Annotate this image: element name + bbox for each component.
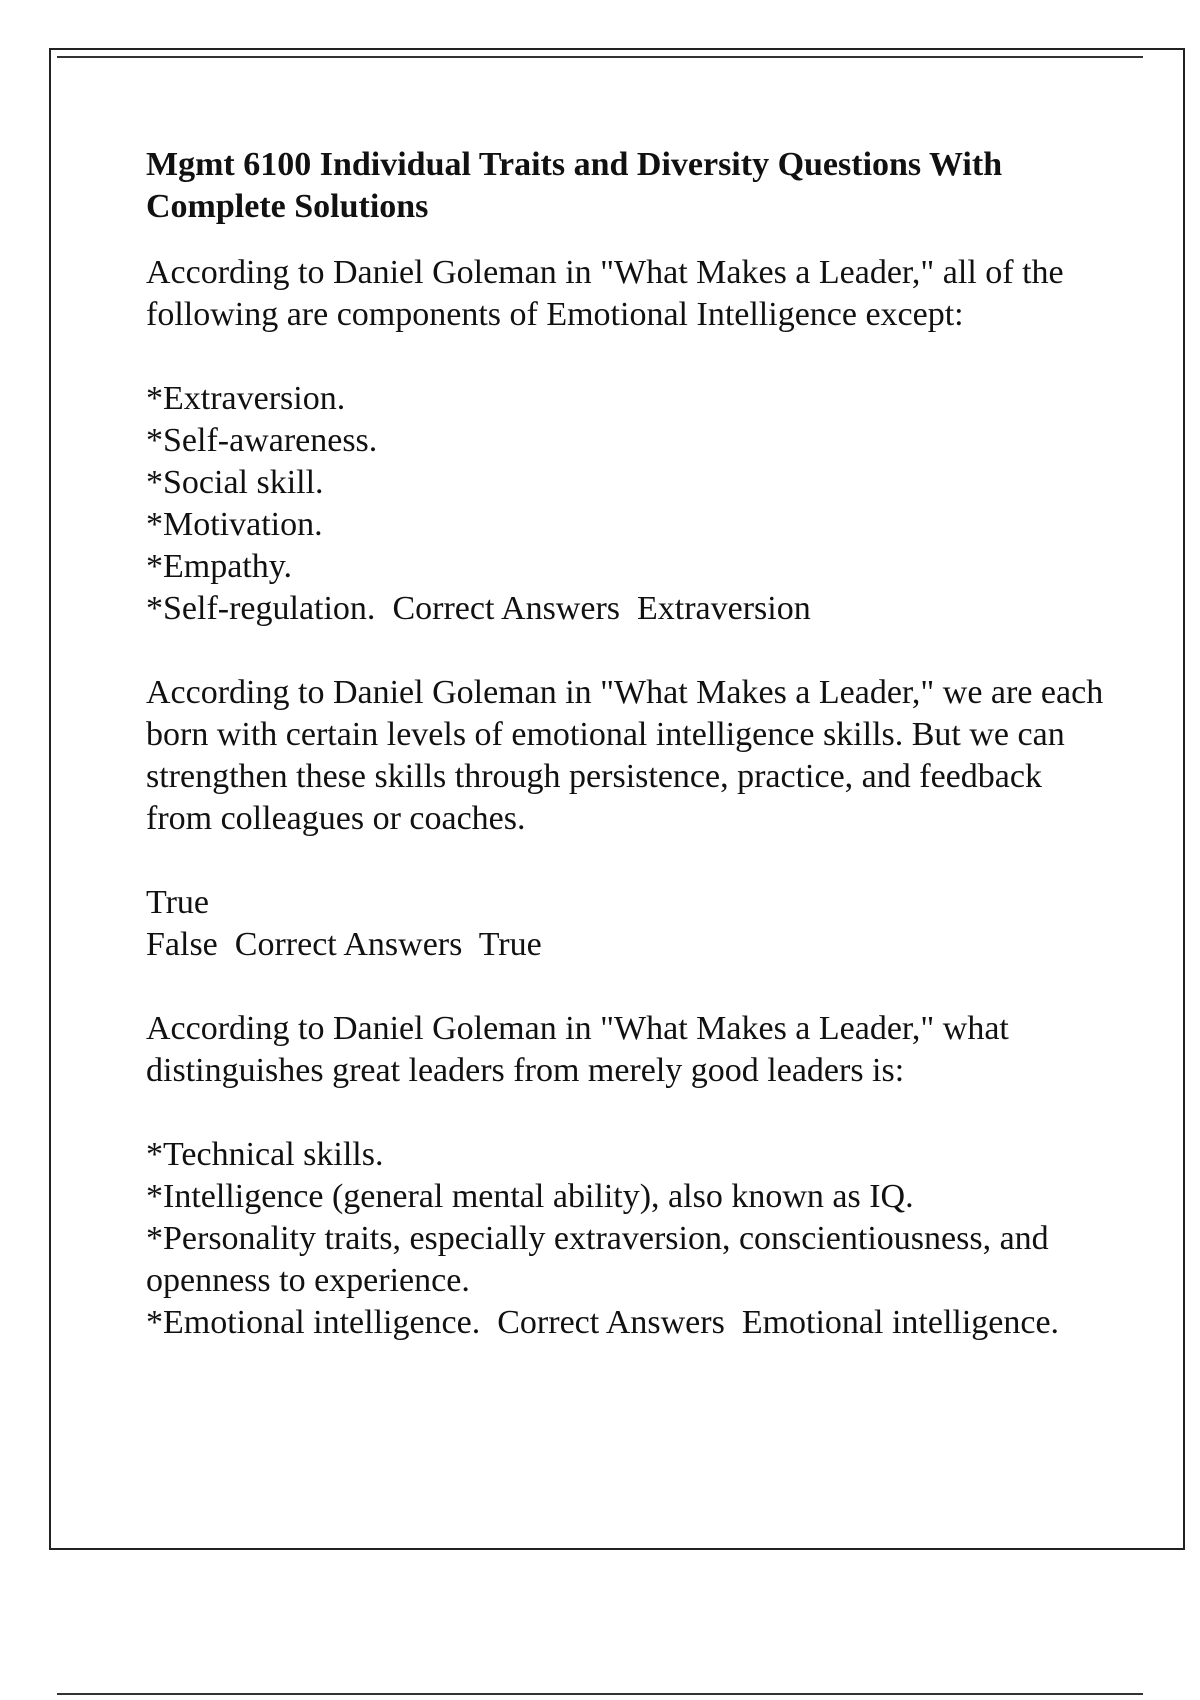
- answer-label: Correct Answers: [497, 1304, 725, 1341]
- option: *Self-regulation.: [146, 590, 376, 627]
- option: False: [146, 926, 218, 963]
- answer-label: Correct Answers: [392, 590, 620, 627]
- option: *Extraversion.: [146, 380, 346, 417]
- option: *Intelligence (general mental ability), also known as IQ.: [146, 1178, 914, 1215]
- option: *Motivation.: [146, 506, 323, 543]
- answer-value: True: [478, 926, 542, 963]
- option: *Self-awareness.: [146, 422, 378, 459]
- option-with-answer: [146, 1302, 1106, 1344]
- option: *Technical skills.: [146, 1136, 384, 1173]
- question-3-options: [146, 1134, 1106, 1344]
- option: *Social skill.: [146, 464, 324, 501]
- option-with-answer: [146, 924, 1106, 966]
- option-with-answer: [146, 588, 1106, 630]
- question-1-options: [146, 378, 1106, 630]
- option: True: [146, 884, 209, 921]
- question-2-text: According to Daniel Goleman in "What Makes a Leader," we are each born with certain levels of emotional intelligence skills. But we can strengthen these skills through persistence, practice, and feedback from colleagues or coaches.: [146, 674, 1104, 837]
- document-title: Mgmt 6100 Individual Traits and Diversity Questions With Complete Solutions: [146, 146, 1003, 225]
- answer-value: Emotional intelligence.: [741, 1304, 1060, 1341]
- option: *Emotional intelligence.: [146, 1304, 481, 1341]
- question-3-text: According to Daniel Goleman in "What Makes a Leader," what distinguishes great leaders from merely good leaders is:: [146, 1010, 1009, 1089]
- answer-label: Correct Answers: [234, 926, 463, 963]
- document-body: [146, 144, 1106, 1386]
- option: *Personality traits, especially extraversion, conscientiousness, and openness to experience.: [146, 1220, 1058, 1299]
- answer-value: Extraversion: [637, 590, 811, 627]
- option: *Empathy.: [146, 548, 293, 585]
- question-1-text: According to Daniel Goleman in "What Makes a Leader," all of the following are components of Emotional Intelligence except:: [146, 254, 1064, 333]
- question-2-options: [146, 882, 1106, 966]
- bottom-rule: [57, 1693, 1143, 1695]
